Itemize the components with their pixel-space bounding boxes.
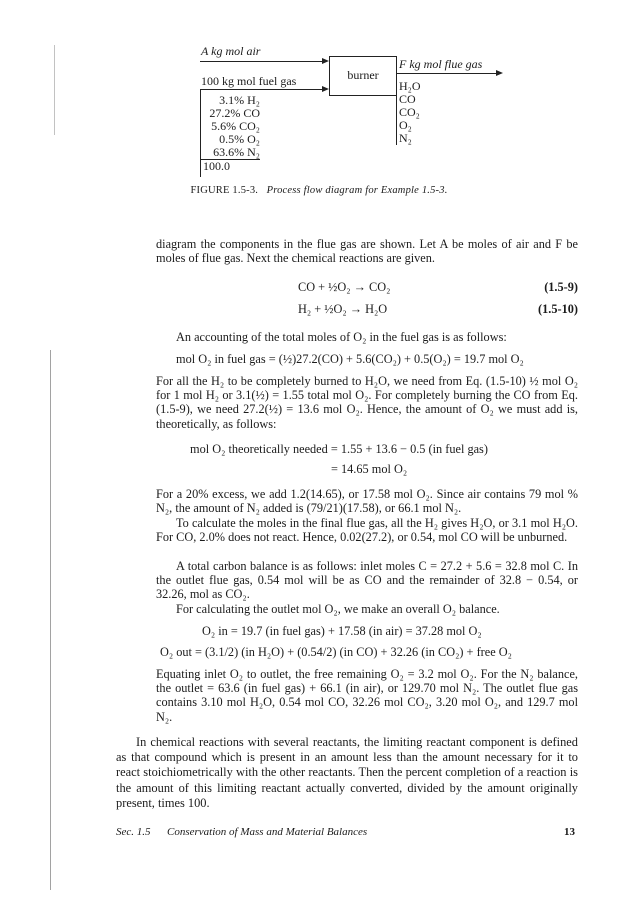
figure-caption	[0, 185, 638, 196]
equation: = 14.65 mol O₂	[331, 462, 408, 476]
paragraph: For calculating the outlet mol O₂, we make an overall O₂ balance.	[176, 602, 500, 616]
list-item: 27.2% CO	[209, 106, 260, 120]
paragraph: diagram the components in the flue gas are shown. Let A be moles of air and F be moles of flue gas. Next the chemical reactions are given.	[156, 237, 578, 266]
list-item: O₂	[399, 118, 412, 132]
paragraph: Equating inlet O₂ to outlet, the free remaining O₂ = 3.2 mol O₂. For the N₂ balance, the outlet = 63.6 (in fuel gas) + 66.1 (in air), or 129.70 mol N₂. The outlet flue gas contains 3.10 mol H₂O, 0.54 mol CO, 32.26 mol CO₂, 3.20 mol O₂, and 129.7 mol N₂.	[156, 667, 578, 724]
equation: O₂ in = 19.7 (in fuel gas) + 17.58 (in air) = 37.28 mol O₂	[202, 624, 482, 638]
list-item: H₂O	[399, 79, 421, 93]
list-item: 63.6% N₂	[200, 146, 260, 160]
list-item: N₂	[399, 131, 412, 145]
list-item: CO	[399, 92, 416, 106]
list-item: 3.1% H₂	[219, 93, 260, 107]
arrow-icon	[322, 86, 329, 92]
arrow-icon	[496, 70, 503, 76]
paragraph: For a 20% excess, we add 1.2(14.65), or 17.58 mol O₂. Since air contains 79 mol % N₂, the amount of N₂ added is (79/21)(17.58), or 66.1 mol N₂.	[156, 487, 578, 516]
list-total: 100.0	[203, 159, 230, 173]
equation-number: (1.5-9)	[544, 280, 578, 294]
equation: mol O₂ theoretically needed = 1.55 + 13.6 − 0.5 (in fuel gas)	[190, 442, 488, 456]
process-flow-diagram	[0, 0, 638, 230]
paragraph: To calculate the moles in the final flue gas, all the H₂ gives H₂O, or 3.1 mol H₂O. For CO, 2.0% does not react. Hence, 0.02(27.2), or 0.54, mol CO will be unburned.	[156, 516, 578, 545]
arrow-icon	[322, 58, 329, 64]
equation: mol O₂ in fuel gas = (½)27.2(CO) + 5.6(CO₂) + 0.5(O₂) = 19.7 mol O₂	[176, 352, 524, 366]
air-stream-label: A kg mol air	[201, 44, 261, 58]
equation: H₂ + ½O₂ → H₂O	[298, 302, 388, 316]
fuel-stream-line	[200, 89, 322, 90]
burner-box	[329, 56, 397, 96]
flue-stream-line	[396, 73, 496, 74]
page-number: 13	[564, 826, 575, 838]
paragraph: A total carbon balance is as follows: inlet moles C = 27.2 + 5.6 = 32.8 mol C. In the outlet flue gas, 0.54 mol will be as CO and the remainder of 32.8 − 0.54, or 32.26, mol as CO₂.	[156, 559, 578, 602]
paragraph: An accounting of the total moles of O₂ in the fuel gas is as follows:	[176, 330, 507, 344]
flue-bracket-line	[396, 73, 397, 145]
list-item: CO₂	[399, 105, 420, 119]
list-item: 5.6% CO₂	[211, 119, 260, 133]
scan-edge-line	[50, 350, 51, 890]
paragraph: For all the H₂ to be completely burned to H₂O, we need from Eq. (1.5-10) ½ mol O₂ for 1 mol H₂ or 3.1(½) = 1.55 total mol O₂. For completely burning the CO from Eq. (1.5-9), we need 27.2(½) = 13.6 mol O₂. Hence, the amount of O₂ we must add is, theoretically, as follows:	[156, 374, 578, 431]
equation-number: (1.5-10)	[538, 302, 578, 316]
equation: CO + ½O₂ → CO₂	[298, 280, 391, 294]
air-stream-line	[200, 61, 322, 62]
burner-label: burner	[347, 68, 379, 82]
flue-component-list	[399, 80, 421, 145]
list-item: 0.5% O₂	[219, 132, 260, 146]
fuel-stream-label: 100 kg mol fuel gas	[201, 74, 297, 88]
fuel-component-list	[200, 94, 260, 173]
flue-stream-label: F kg mol flue gas	[399, 57, 483, 71]
paragraph: In chemical reactions with several reactants, the limiting reactant component is defined as that compound which is present in an amount less than the amount necessary for it to react stoichiometrically with the other reactants. Then the percent completion of a reaction is the amount of this limiting reactant actually converted, divided by the amount originally present, times 100.	[116, 735, 578, 810]
equation: O₂ out = (3.1/2) (in H₂O) + (0.54/2) (in CO) + 32.26 (in CO₂) + free O₂	[160, 645, 512, 659]
caption-number: FIGURE 1.5-3.	[190, 185, 259, 196]
footer-section: Sec. 1.5 Conservation of Mass and Material Balances	[116, 826, 368, 838]
caption-text: Process flow diagram for Example 1.5-3.	[266, 185, 448, 196]
